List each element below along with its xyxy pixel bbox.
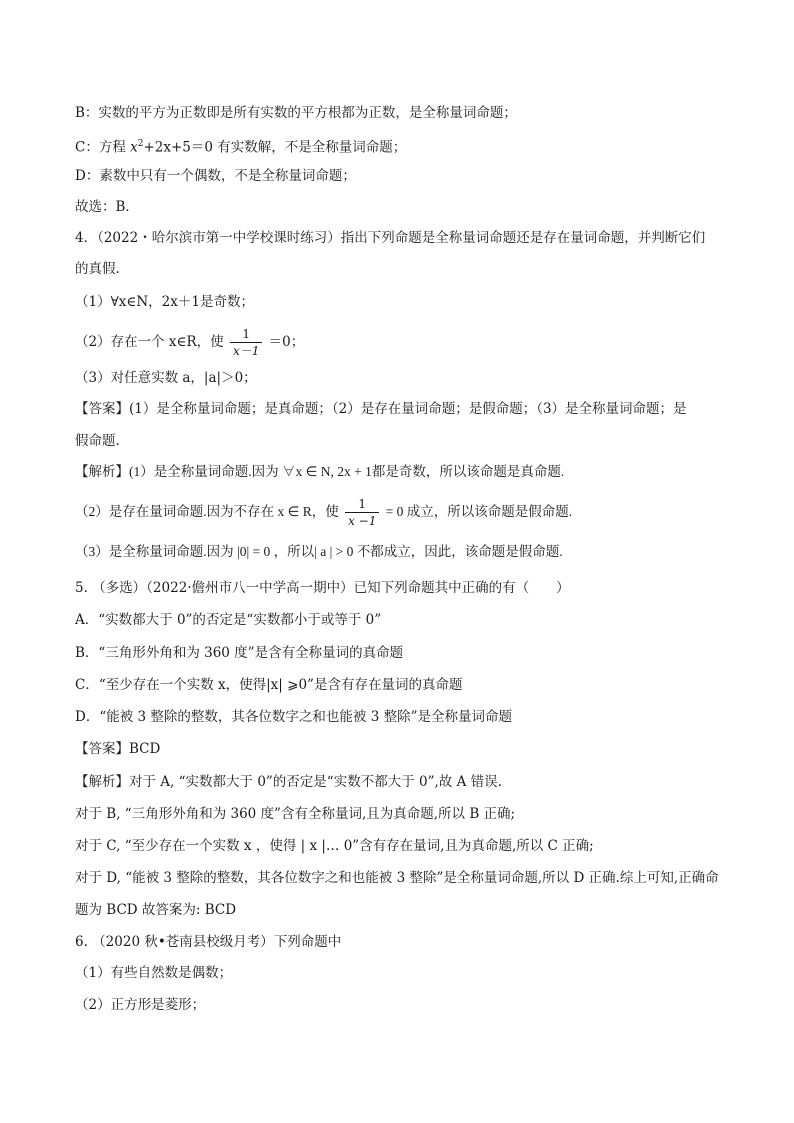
text-line: （3）是全称量词命题.因为 |0| = 0 ，所以| a | > 0 不都成立，因此，该命题是假命题. [75,544,563,559]
text-line: 题为 BCD 故答案为: BCD [75,902,237,918]
text-line: 对于 B, “三角形外角和为 360 度”含有全称量词,且为真命题,所以 B 正确; [75,806,516,822]
question-6-stem: 6. （2020 秋•苍南县校级月考）下列命题中 [75,934,342,950]
text-span: +2x+5＝0 有实数解，不是全称量词命题； [143,139,407,156]
text-line: 假命题. [75,433,120,449]
analysis-line [75,462,725,484]
text-line [75,492,725,532]
text-line: （3）对任意实数 a，|a|＞0； [75,370,257,386]
analysis-label: 【解析】 [75,464,129,480]
text-line: （1）∀x∈N，2x＋1是奇数； [75,294,254,310]
text-span: （2）是存在量词命题.因为不存在 x ∈ R，使 [75,504,339,519]
answer-line: 【答案】(1）是全称量词命题；是真命题；（2）是存在量词命题；是假命题；（3）是全称量词命题；是 [75,401,687,417]
text-line: B：实数的平方为正数即是所有实数的平方根都为正数，是全称量词命题； [75,105,517,121]
text-line: 对于 C, “至少存在一个实数 x ，使得 | x |… 0”含有存在量词,且为真命题,所以 C 正确; [75,838,594,854]
fraction-denominator: x－1 [232,344,260,358]
fraction [345,496,379,529]
answer-line: 【答案】BCD [75,741,161,757]
fraction-numerator: 1 [345,496,379,513]
text-span: = 0 成立，所以该命题是假命题. [385,504,573,519]
math-variable: x [130,139,138,156]
text-line [75,322,725,362]
option-d: D．“能被 3 整除的整数，其各位数字之和也能被 3 整除”是全称量词命题 [75,709,512,725]
text-line: （2）正方形是菱形； [75,997,206,1013]
text-line: （1）有些自然数是偶数； [75,965,233,981]
question-5-stem: 5. （多选）（2022·儋州市八一中学高一期中）已知下列命题其中正确的有（ ） [75,580,570,596]
option-c: C．“至少存在一个实数 x，使得|x| ⩾0”是含有存在量词的真命题 [75,677,463,693]
text-span: (1）是全称量词命题.因为 ∀x ∈ N, 2x + 1都是奇数，所以该命题是真命题. [129,464,565,479]
math-exponent: 2 [137,139,144,149]
fraction-numerator: 1 [230,326,262,343]
option-b: B．“三角形外角和为 360 度”是含有全称量词的真命题 [75,645,404,661]
option-a: A．“实数都大于 0”的否定是“实数都小于或等于 0” [75,612,382,628]
fraction-denominator: x −1 [348,514,377,528]
text-line: 故选：B． [75,199,139,215]
analysis-line: 【解析】对于 A, “实数都大于 0”的否定是“实数不都大于 0”,故 A 错误. [75,774,502,790]
question-4-stem: 4．（2022・哈尔滨市第一中学校课时练习）指出下列命题是全称量词命题还是存在量词命题，并判断它们 [75,230,706,246]
text-span: （2）存在一个 x∈R，使 [75,334,224,350]
fraction [230,326,262,359]
text-line: D：素数中只有一个偶数，不是全称量词命题； [75,168,356,184]
text-line: 的真假. [75,261,120,277]
text-span: C：方程 [75,139,131,156]
text-span: ＝0； [268,334,305,350]
text-line: 对于 D, “能被 3 整除的整数，其各位数字之和也能被 3 整除”是全称量词命题,所以 D 正确.综上可知,正确命 [75,870,719,886]
text-line [75,134,725,156]
